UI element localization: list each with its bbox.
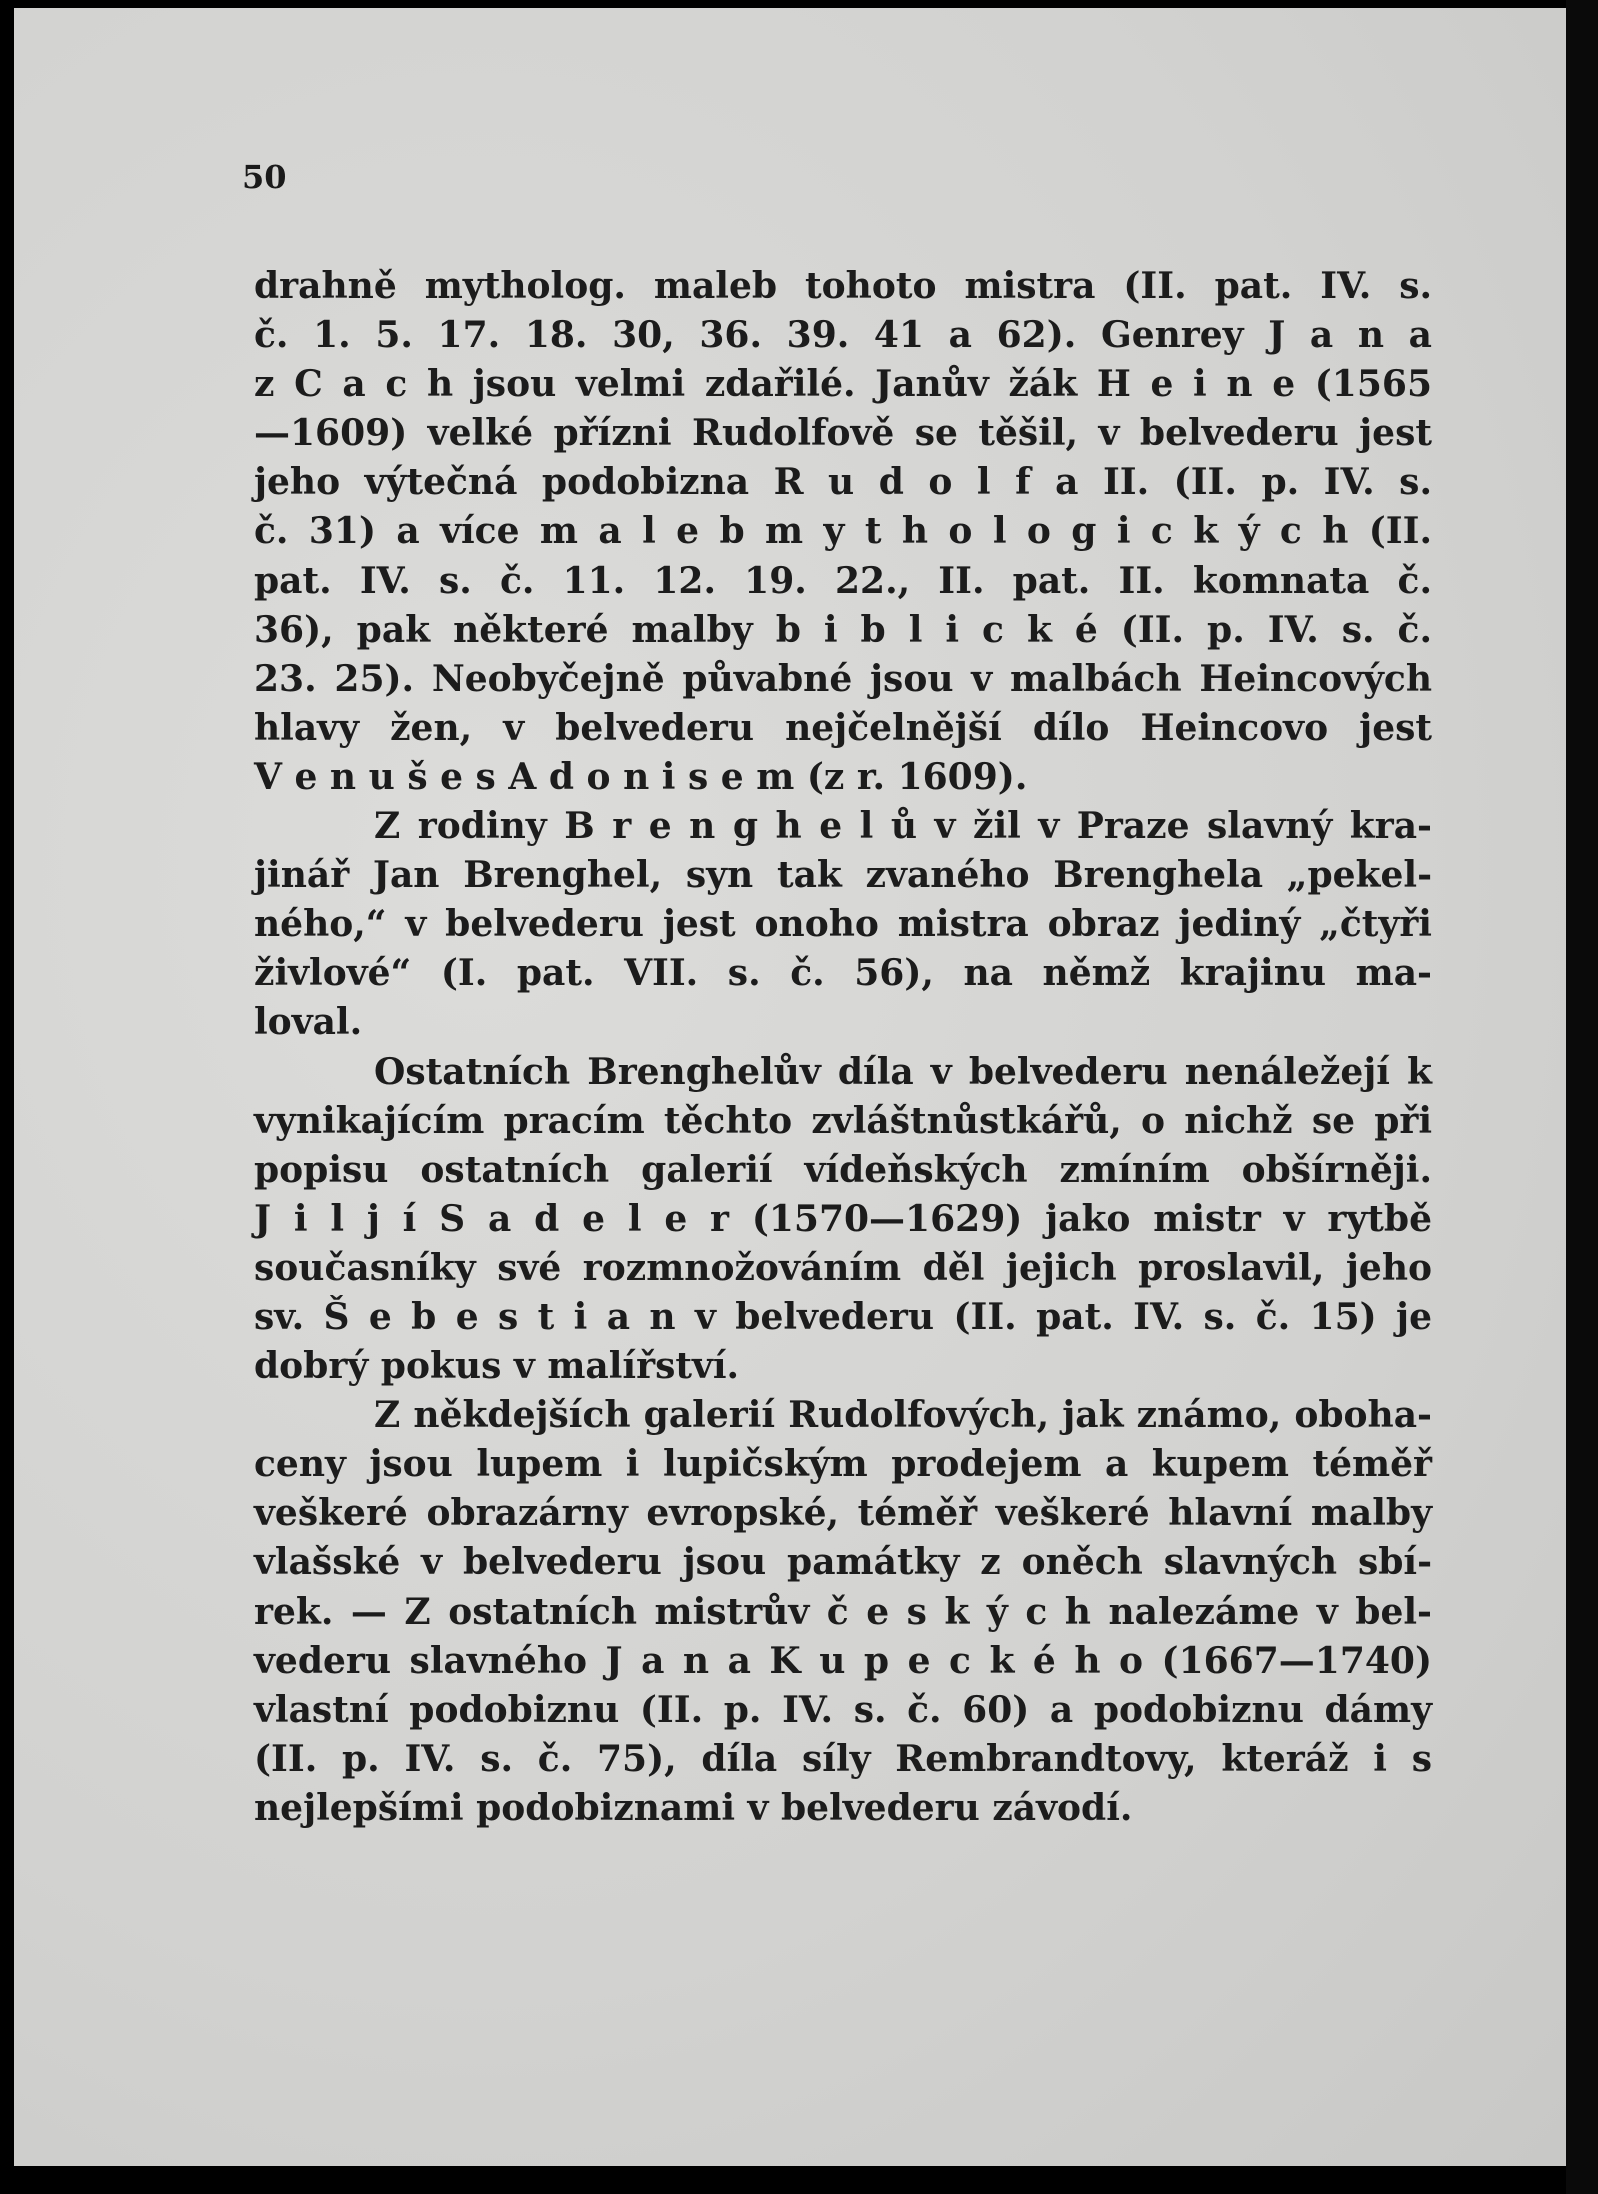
page-edge-shadow	[1566, 0, 1598, 2194]
text-line: z C a c h jsou velmi zdařilé. Janův žák H e i n e (1565	[254, 363, 1432, 406]
text-line: živlové“ (I. pat. VII. s. č. 56), na němž krajinu ma-	[254, 952, 1432, 995]
page-number: 50	[242, 158, 287, 196]
text-line: pat. IV. s. č. 11. 12. 19. 22., II. pat. II. komnata č.	[254, 559, 1432, 602]
text-line: dobrý pokus v malířství.	[254, 1345, 740, 1388]
body-text	[254, 262, 1432, 1833]
text-line: loval.	[254, 1001, 363, 1044]
text-line: č. 31) a více m a l e b m y t h o l o g i c k ý c h (II.	[254, 510, 1433, 553]
text-line: jinář Jan Brenghel, syn tak zvaného Brenghela „pekel-	[254, 854, 1433, 897]
text-line: 36), pak některé malby b i b l i c k é (II. p. IV. s. č.	[254, 608, 1432, 651]
text-line: nejlepšími podobiznami v belvederu závodí.	[254, 1786, 1133, 1829]
text-line: rek. — Z ostatních mistrův č e s k ý c h nalezáme v bel-	[254, 1590, 1432, 1633]
text-line: současníky své rozmnožováním děl jejich proslavil, jeho	[254, 1246, 1433, 1289]
text-line: vynikajícím pracím těchto zvláštnůstkářů, o nichž se při	[254, 1099, 1433, 1142]
text-line: vlastní podobiznu (II. p. IV. s. č. 60) a podobiznu dámy	[254, 1688, 1432, 1731]
text-line: ného,“ v belvederu jest onoho mistra obraz jediný „čtyři	[254, 903, 1432, 946]
text-line: 23. 25). Neobyčejně půvabné jsou v malbách Heincových	[254, 657, 1433, 700]
text-line: V e n u š e s A d o n i s e m (z r. 1609).	[254, 755, 1028, 798]
text-line: sv. Š e b e s t i a n v belvederu (II. pat. IV. s. č. 15) je	[254, 1295, 1432, 1338]
text-line: Z někdejších galerií Rudolfových, jak známo, oboha-	[374, 1394, 1432, 1437]
text-line: Ostatních Brenghelův díla v belvederu nenáležejí k	[374, 1050, 1432, 1093]
text-line: č. 1. 5. 17. 18. 30, 36. 39. 41 a 62). Genrey J a n a	[254, 314, 1432, 357]
text-line: Z rodiny B r e n g h e l ů v žil v Praze slavný kra-	[374, 805, 1432, 848]
text-line: popisu ostatních galerií vídeňských zmíním obšírněji.	[254, 1148, 1433, 1191]
text-line: jeho výtečná podobizna R u d o l f a II. (II. p. IV. s.	[254, 461, 1432, 504]
text-line: J i l j í S a d e l e r (1570—1629) jako mistr v rytbě	[254, 1197, 1432, 1240]
text-line: —1609) velké přízni Rudolfově se těšil, v belvederu jest	[254, 412, 1432, 455]
text-line: drahně mytholog. maleb tohoto mistra (II. pat. IV. s.	[254, 265, 1433, 307]
text-line: veškeré obrazárny evropské, téměř veškeré hlavní malby	[254, 1492, 1432, 1535]
text-line: hlavy žen, v belvederu nejčelnější dílo Heincovo jest	[254, 706, 1432, 749]
text-line: vlašské v belvederu jsou památky z oněch slavných sbí-	[254, 1541, 1433, 1584]
scanned-page	[14, 8, 1566, 2166]
text-line: ceny jsou lupem i lupičským prodejem a kupem téměř	[254, 1443, 1432, 1486]
text-line: (II. p. IV. s. č. 75), díla síly Rembrandtovy, kteráž i s	[254, 1737, 1432, 1780]
text-line: vederu slavného J a n a K u p e c k é h o (1667—1740)	[254, 1639, 1432, 1682]
